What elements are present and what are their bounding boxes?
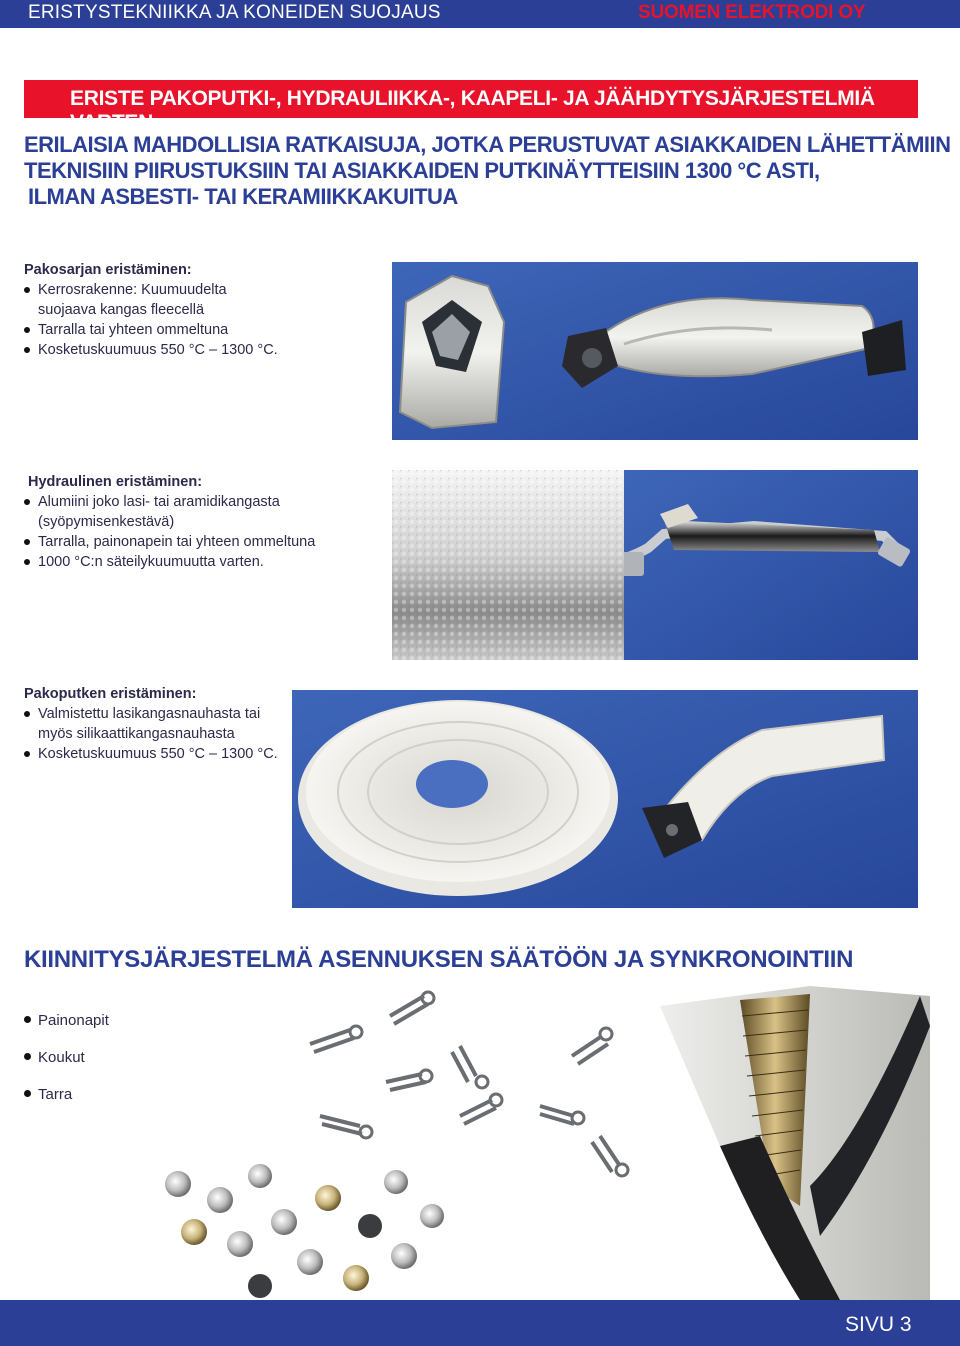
intro-heading: [24, 132, 951, 210]
list-item: [24, 1012, 109, 1029]
bullet-icon: [24, 559, 30, 565]
list-item-text: Tarralla, painonapein tai yhteen ommeltuna: [38, 534, 316, 550]
banner: [24, 80, 918, 134]
section-heading: Hydraulinen eristäminen:: [28, 474, 203, 490]
list-item-text: Kosketuskuumuus 550 °C – 1300 °C.: [38, 342, 278, 358]
bullet-icon: [24, 347, 30, 353]
footer-bar: [0, 1300, 960, 1346]
list-item: [24, 704, 278, 724]
fasteners-photo: [160, 986, 930, 1300]
list-item-text: 1000 °C:n säteilykuumuutta varten.: [38, 554, 264, 570]
intro-line-3: ILMAN ASBESTI- TAI KERAMIIKKAKUITUA: [28, 184, 458, 209]
intro-line-1: ERILAISIA MAHDOLLISIA RATKAISUJA, JOTKA PERUSTUVAT ASIAKKAIDEN LÄHETTÄMIIN: [24, 132, 951, 157]
list-item: [24, 1049, 109, 1066]
top-header-bar: [0, 0, 960, 28]
list-item-text: Valmistettu lasikangasnauhasta tai: [38, 706, 261, 722]
header-title: ERISTYSTEKNIIKKA JA KONEIDEN SUOJAUS: [28, 2, 441, 23]
fastening-list: [24, 1012, 109, 1103]
exhaust-tape-photo: [292, 690, 918, 908]
company-name: SUOMEN ELEKTRODI OY: [638, 2, 866, 23]
list-item: [24, 340, 278, 360]
manifold-insulation-photo: [392, 262, 918, 440]
bullet-icon: [24, 499, 30, 505]
bullet-icon: [24, 539, 30, 545]
list-item-continuation: myös silikaattikangasnauhasta: [38, 726, 235, 742]
list-item-text: Tarra: [38, 1086, 73, 1103]
page-number: SIVU 3: [845, 1313, 912, 1336]
aluminium-fabric-photo: [392, 470, 624, 660]
bullet-icon: [24, 711, 30, 717]
list-item: [24, 744, 278, 764]
list-item-text: Painonapit: [38, 1012, 109, 1029]
list-item: [24, 280, 278, 300]
bullet-icon: [24, 327, 30, 333]
banner-title: ERISTE PAKOPUTKI-, HYDRAULIIKKA-, KAAPELI- JA JÄÄHDYTYSJÄRJESTELMIÄ VARTEN: [70, 87, 875, 134]
intro-line-2: TEKNISIIN PIIRUSTUKSIIN TAI ASIAKKAIDEN PUTKINÄYTTEISIIN 1300 °C ASTI,: [24, 158, 820, 183]
list-item: [24, 1086, 109, 1103]
bullet-icon: [24, 1053, 31, 1060]
list-item: [24, 320, 278, 340]
bullet-icon: [24, 751, 30, 757]
section-heading: Pakosarjan eristäminen:: [24, 262, 192, 278]
list-item-text: Kerrosrakenne: Kuumuudelta: [38, 282, 227, 298]
list-item: [24, 492, 315, 512]
bullet-icon: [24, 1016, 31, 1023]
list-item-text: Alumiini joko lasi- tai aramidikangasta: [38, 494, 280, 510]
list-item-continuation: (syöpymisenkestävä): [38, 514, 175, 530]
hydraulic-hose-photo: [624, 470, 918, 660]
list-item-continuation: suojaava kangas fleecellä: [38, 302, 205, 318]
bullet-icon: [24, 1090, 31, 1097]
list-item: [24, 532, 315, 552]
bullet-icon: [24, 287, 30, 293]
fastening-title: KIINNITYSJÄRJESTELMÄ ASENNUKSEN SÄÄTÖÖN JA SYNKRONOINTIIN: [24, 946, 854, 973]
list-item-text: Koukut: [38, 1049, 85, 1066]
list-item: [24, 552, 315, 572]
section-heading: Pakoputken eristäminen:: [24, 686, 197, 702]
section-exhaust-manifold: [24, 260, 278, 360]
section-hydraulic: [24, 472, 315, 572]
list-item-text: Tarralla tai yhteen ommeltuna: [38, 322, 229, 338]
list-item-text: Kosketuskuumuus 550 °C – 1300 °C.: [38, 746, 278, 762]
section-exhaust-pipe: [24, 684, 278, 764]
